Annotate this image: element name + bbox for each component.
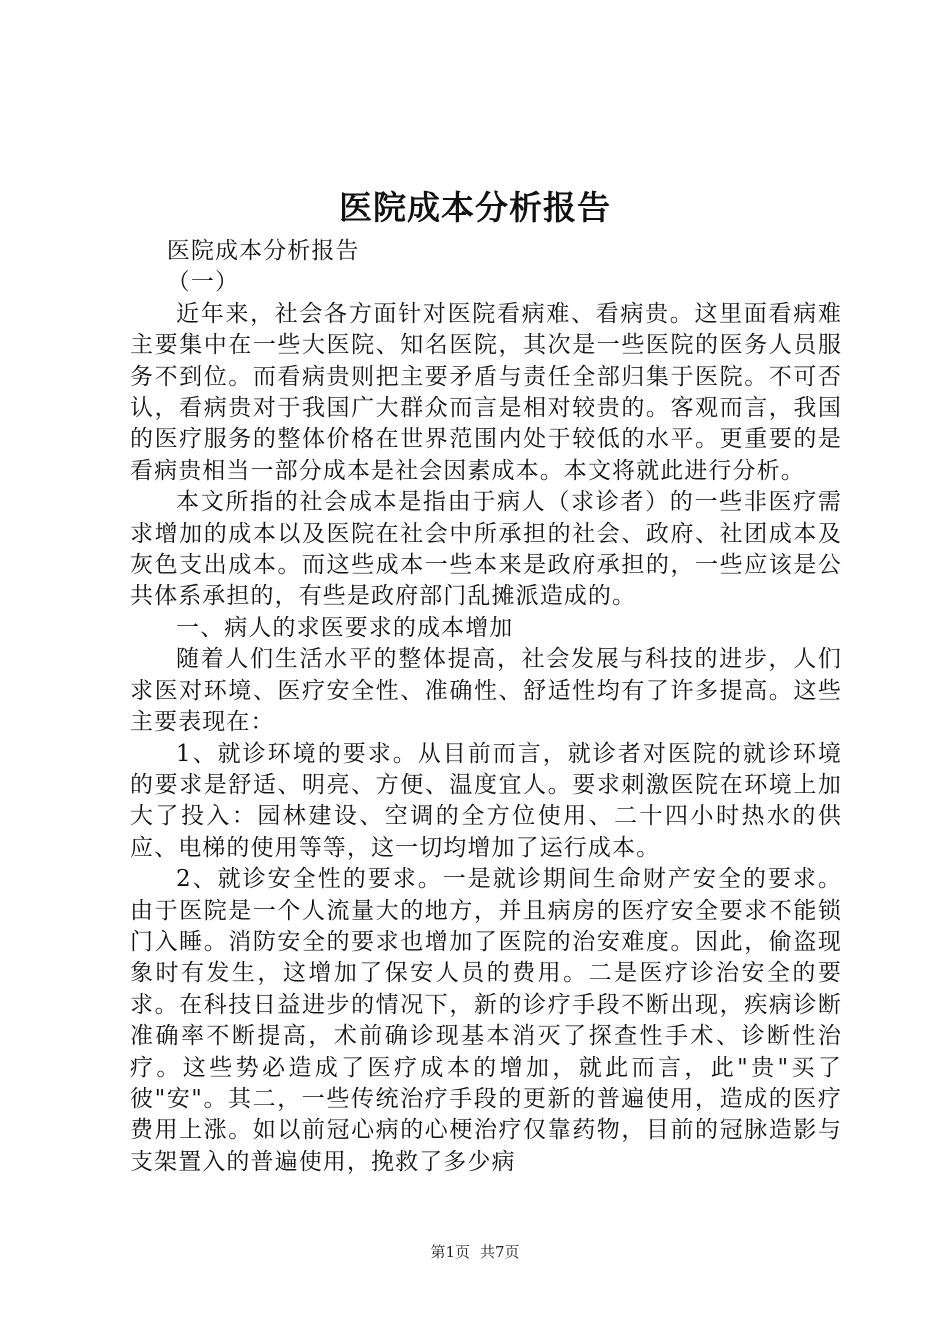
document-title: 医院成本分析报告 <box>339 188 611 227</box>
page-number: 第1页 <box>430 1243 470 1261</box>
body-paragraph: 2、就诊安全性的要求。一是就诊期间生命财产安全的要求。由于医院是一个人流量大的地方，并且病房的医疗安全要求不能锁门入睡。消防安全的要求也增加了医院的治安难度。因此，偷盗现象时有发生，这增加了保安人员的费用。二是医疗诊治安全的要求。在科技日益进步的情况下，新的诊疗手段不断出现，疾病诊断准确率不断提高，术前确诊现基本消灭了探查性手术、诊断性治疗。这些势必造成了医疗成本的增加，就此而言，此"贵"买了彼"安"。其二，一些传统治疗手段的更新的普遍使用，造成的医疗费用上涨。如以前冠心病的心梗治疗仅靠药物，目前的冠脉造影与支架置入的普遍使用，挽救了多少病 <box>130 866 842 1175</box>
body-paragraph: 本文所指的社会成本是指由于病人（求诊者）的一些非医疗需求增加的成本以及医院在社会中所承担的社会、政府、社团成本及灰色支出成本。而这些成本一些本来是政府承担的，一些应该是公共体系承担的，有些是政府部门乱摊派造成的。 <box>130 489 842 610</box>
subtitle-paragraph: 医院成本分析报告 <box>166 238 360 264</box>
section-heading: 一、病人的求医要求的成本增加 <box>176 614 514 641</box>
body-paragraph: 近年来，社会各方面针对医院看病难、看病贵。这里面看病难主要集中在一些大医院、知名医院，其次是一些医院的医务人员服务不到位。而看病贵则把主要矛盾与责任全部归集于医院。不可否认，看病贵对于我国广大群众而言是相对较贵的。客观而言，我国的医疗服务的整体价格在世界范围内处于较低的水平。更重要的是看病贵相当一部分成本是社会因素成本。本文将就此进行分析。 <box>130 300 842 484</box>
page-footer <box>0 1242 950 1262</box>
body-paragraph: 1、就诊环境的要求。从目前而言，就诊者对医院的就诊环境的要求是舒适、明亮、方便、温度宜人。要求刺激医院在环境上加大了投入：园林建设、空调的全方位使用、二十四小时热水的供应、电梯的使用等等，这一切均增加了运行成本。 <box>130 740 842 861</box>
body-paragraph: 随着人们生活水平的整体提高，社会发展与科技的进步，人们求医对环境、医疗安全性、准确性、舒适性均有了许多提高。这些主要表现在： <box>130 646 842 736</box>
page-total: 共7页 <box>480 1243 520 1261</box>
section-number-paragraph: （一） <box>166 269 240 296</box>
document-body <box>130 236 842 1178</box>
